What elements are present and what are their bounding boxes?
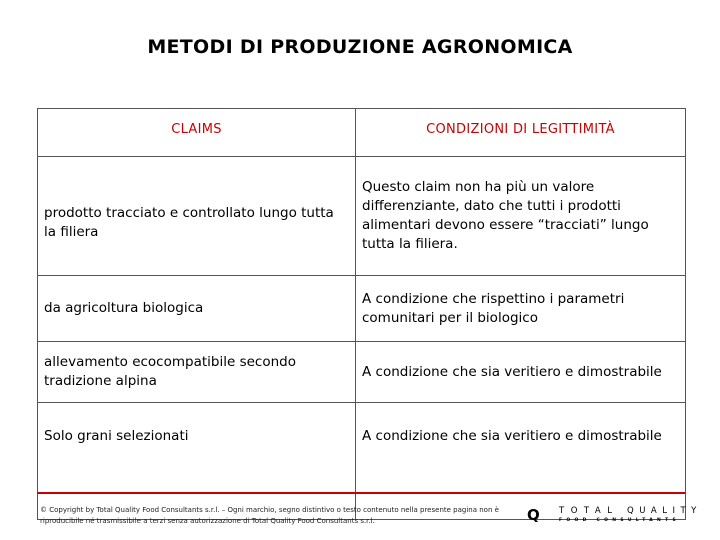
condition-cell: A condizione che sia veritiero e dimostrabile (356, 403, 686, 520)
logo-mark: Q (527, 506, 540, 524)
footer-divider (37, 492, 685, 494)
claim-cell: da agricoltura biologica (38, 276, 356, 342)
table-row (38, 157, 686, 276)
logo-word-quality: QUALITY (627, 506, 702, 516)
header-claims: CLAIMS (38, 109, 356, 157)
claim-cell: prodotto tracciato e controllato lungo tutta la filiera (38, 157, 356, 276)
table-row (38, 342, 686, 403)
header-conditions: CONDIZIONI DI LEGITTIMITÀ (356, 109, 686, 157)
claim-cell: Solo grani selezionati (38, 403, 356, 520)
logo-subline: FOOD CONSULTANTS (559, 518, 681, 523)
logo-word-total: TOTAL (559, 506, 619, 516)
condition-cell: Questo claim non ha più un valore differenziante, dato che tutti i prodotti alimentari devono essere “tracciati” lungo tutta la filiera. (356, 157, 686, 276)
table-row (38, 276, 686, 342)
claim-cell: allevamento ecocompatibile secondo tradizione alpina (38, 342, 356, 403)
claims-table (37, 108, 686, 520)
condition-cell: A condizione che sia veritiero e dimostrabile (356, 342, 686, 403)
copyright-notice: © Copyright by Total Quality Food Consultants s.r.l. – Ogni marchio, segno distintivo o testo contenuto nella presente pagina non è riproducibile né trasmissibile a terzi senza autorizzazione di Total Quality Food Consultants s.r.l. (40, 506, 499, 525)
condition-cell: A condizione che rispettino i parametri comunitari per il biologico (356, 276, 686, 342)
company-logo (525, 502, 702, 530)
table-header-row (38, 109, 686, 157)
page-title: METODI DI PRODUZIONE AGRONOMICA (147, 36, 573, 58)
